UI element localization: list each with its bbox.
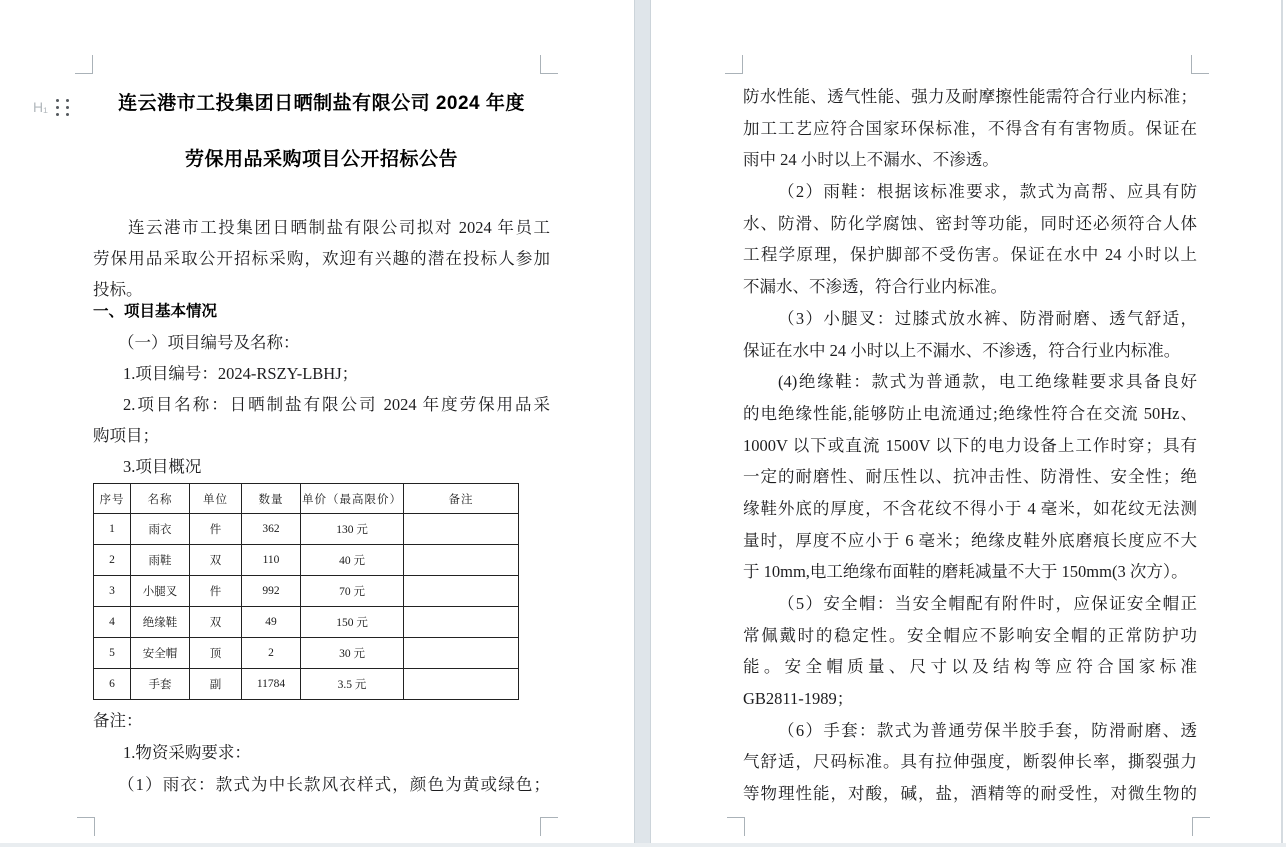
viewport-right-edge — [1281, 0, 1283, 843]
table-header-cell: 数量 — [242, 484, 301, 514]
text-line: 1.项目编号：2024-RSZY-LBHJ； — [123, 364, 359, 383]
document-title-line-1: 连云港市工投集团日晒制盐有限公司 2024 年度 — [118, 93, 525, 114]
page-2-body — [743, 81, 1197, 810]
table-cell: 4 — [94, 607, 131, 638]
text-line: 能。安全帽质量、尺寸以及结构等应符合国家标准 — [743, 657, 1197, 677]
table-row — [94, 576, 519, 607]
table-cell — [404, 638, 519, 669]
text-line: GB2811-1989； — [743, 689, 854, 709]
table-cell: 绝缘鞋 — [131, 607, 190, 638]
text-line: 常佩戴时的稳定性。安全帽应不影响安全帽的正常防护功 — [743, 625, 1197, 645]
table-cell: 3 — [94, 576, 131, 607]
margin-crop-mark — [727, 817, 745, 836]
text-line: (4)绝缘鞋：款式为普通款，电工绝缘鞋要求具备良好 — [778, 372, 1197, 392]
text-line: 加工工艺应符合国家环保标准，不得含有有害物质。保证在 — [743, 118, 1197, 138]
table-header-cell: 单位 — [190, 484, 242, 514]
text-line: 1000V 以下或直流 1500V 以下的电力设备上工作时穿；具有 — [743, 435, 1197, 455]
margin-crop-mark — [540, 817, 558, 836]
table-cell: 6 — [94, 669, 131, 700]
page-bottom-edge — [0, 843, 1286, 847]
table-cell: 150 元 — [301, 607, 404, 638]
table-header-row — [94, 484, 519, 514]
table-cell: 992 — [242, 576, 301, 607]
text-line: 等物理性能，对酸，碱，盐，酒精等的耐受性，对微生物的 — [743, 784, 1197, 804]
table-cell: 110 — [242, 545, 301, 576]
text-line: （5）安全帽：当安全帽配有附件时，应保证安全帽正 — [778, 594, 1197, 613]
table-cell: 2 — [94, 545, 131, 576]
page-gap-divider — [634, 0, 651, 843]
table-cell: 40 元 — [301, 545, 404, 576]
table-header-cell: 序号 — [94, 484, 131, 514]
table-header-cell: 备注 — [404, 484, 519, 514]
text-line: 水、防滑、防化学腐蚀、密封等功能，同时还必须符合人体 — [743, 213, 1197, 233]
table-cell — [404, 514, 519, 545]
table-cell: 件 — [190, 514, 242, 545]
table-cell: 件 — [190, 576, 242, 607]
text-line: （一）项目编号及名称： — [118, 333, 300, 352]
text-line: （2）雨鞋：根据该标准要求，款式为高帮、应具有防 — [778, 182, 1197, 202]
text-line: 于 10mm,电工绝缘布面鞋的磨耗减量不大于 150mm(3 次方）。 — [743, 562, 1188, 582]
table-cell: 49 — [242, 607, 301, 638]
table-header-cell: 名称 — [131, 484, 190, 514]
margin-crop-mark — [725, 55, 743, 74]
text-line: 不漏水、不渗透，符合行业内标准。 — [743, 277, 1007, 297]
section-heading: 一、项目基本情况 — [93, 303, 218, 320]
table-row — [94, 514, 519, 545]
table-cell: 小腿叉 — [131, 576, 190, 607]
table-cell: 1 — [94, 514, 131, 545]
page-1 — [0, 0, 634, 843]
table-header-cell: 单价（最高限价） — [301, 484, 404, 514]
table-cell: 3.5 元 — [301, 669, 404, 700]
text-line: 劳保用品采取公开招标采购，欢迎有兴趣的潜在投标人参加 — [93, 249, 550, 268]
heading-level-indicator: H₁ — [33, 99, 48, 115]
table-cell: 雨鞋 — [131, 545, 190, 576]
table-row — [94, 638, 519, 669]
table-cell: 362 — [242, 514, 301, 545]
table-cell: 5 — [94, 638, 131, 669]
table-cell: 30 元 — [301, 638, 404, 669]
text-line: （3）小腿叉：过膝式放水裤、防滑耐磨、透气舒适， — [778, 308, 1197, 328]
items-table — [93, 483, 519, 700]
table-cell — [404, 669, 519, 700]
text-line: 防水性能、透气性能、强力及耐摩擦性能需符合行业内标准； — [743, 87, 1197, 106]
table-cell — [404, 545, 519, 576]
text-line: 缘鞋外底的厚度，不含花纹不得小于 4 毫米，如花纹无法测 — [743, 498, 1197, 518]
text-line: 的电绝缘性能,能够防止电流通过;绝缘性符合在交流 50Hz、 — [743, 403, 1197, 423]
notes-section — [93, 705, 550, 801]
table-cell: 手套 — [131, 669, 190, 700]
text-line: （1）雨衣：款式为中长款风衣样式，颜色为黄或绿色； — [118, 775, 550, 794]
margin-crop-mark — [75, 55, 93, 74]
text-line: 连云港市工投集团日晒制盐有限公司拟对 2024 年员工 — [128, 218, 550, 237]
text-line: 量时，厚度不应小于 6 毫米；绝缘皮鞋外底磨痕长度应不大 — [743, 530, 1197, 550]
table-row — [94, 669, 519, 700]
table-cell: 安全帽 — [131, 638, 190, 669]
table-cell: 雨衣 — [131, 514, 190, 545]
margin-crop-mark — [1191, 55, 1209, 74]
table-cell — [404, 576, 519, 607]
table-row — [94, 607, 519, 638]
text-line: （6）手套：款式为普通劳保半胶手套，防滑耐磨、透 — [778, 720, 1197, 740]
table-cell: 双 — [190, 607, 242, 638]
table-cell: 130 元 — [301, 514, 404, 545]
text-line: 工程学原理，保护脚部不受伤害。保证在水中 24 小时以上 — [743, 245, 1197, 265]
table-cell: 副 — [190, 669, 242, 700]
text-line: 2.项目名称：日晒制盐有限公司 2024 年度劳保用品采 — [123, 395, 550, 414]
project-basic-info-section — [93, 296, 550, 482]
drag-handle-icon[interactable] — [56, 99, 71, 117]
text-line: 气舒适，尺码标准。具有拉伸强度，断裂伸长率，撕裂强力 — [743, 752, 1197, 772]
document-title-line-2: 劳保用品采购项目公开招标公告 — [184, 149, 458, 170]
intro-paragraph — [93, 212, 550, 305]
text-line: 备注： — [93, 711, 143, 730]
text-line: 雨中 24 小时以上不漏水、不渗透。 — [743, 150, 999, 170]
margin-crop-mark — [540, 55, 558, 74]
table-cell: 2 — [242, 638, 301, 669]
table-cell: 70 元 — [301, 576, 404, 607]
text-line: 购项目； — [93, 426, 159, 445]
margin-crop-mark — [77, 817, 95, 836]
text-line: 3.项目概况 — [123, 457, 202, 476]
table-cell — [404, 607, 519, 638]
table-cell: 顶 — [190, 638, 242, 669]
margin-crop-mark — [1192, 817, 1210, 836]
text-line: 保证在水中 24 小时以上不漏水、不渗透，符合行业内标准。 — [743, 340, 1181, 360]
text-line: 一定的耐磨性、耐压性以、抗冲击性、防滑性、安全性；绝 — [743, 467, 1197, 487]
text-line: 投标。 — [93, 280, 143, 299]
table-row — [94, 545, 519, 576]
table-cell: 双 — [190, 545, 242, 576]
table-cell: 11784 — [242, 669, 301, 700]
text-line: 1.物资采购要求： — [123, 743, 251, 762]
